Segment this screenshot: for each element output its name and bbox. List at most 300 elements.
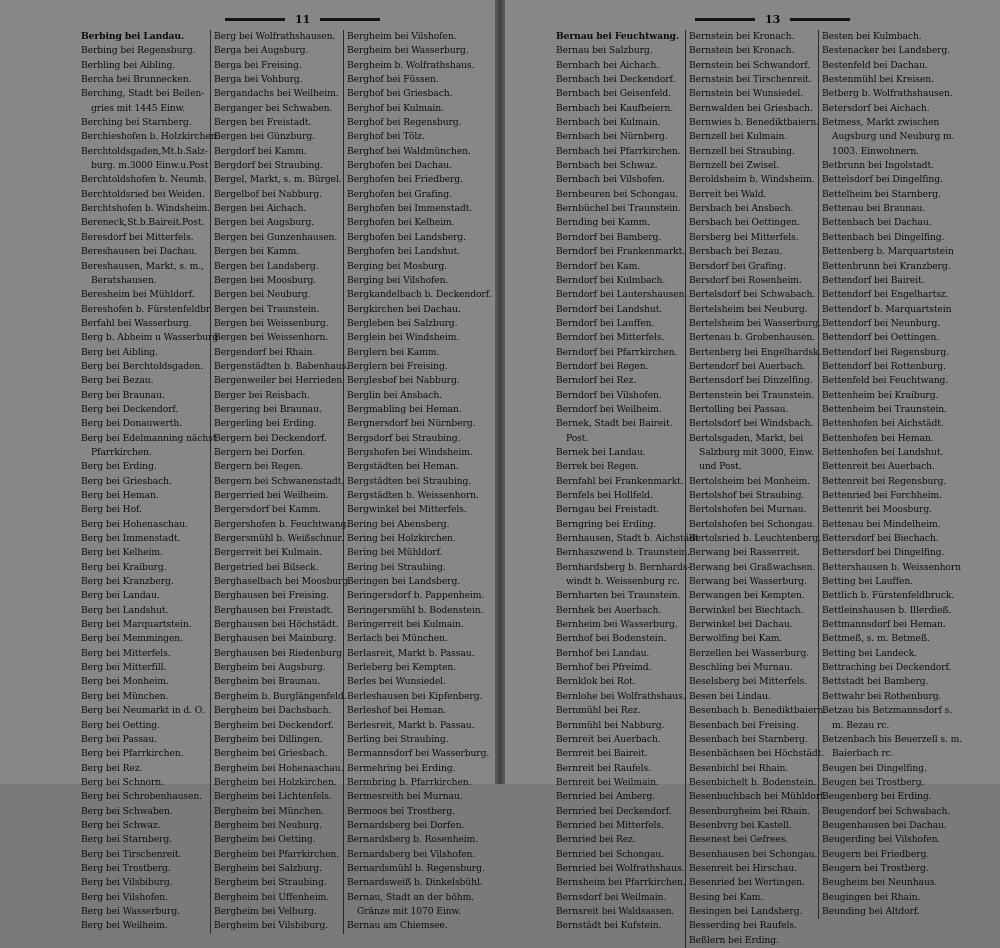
- gazetteer-entry: Besserding bei Raufels.: [689, 920, 797, 932]
- gazetteer-entry: Berleshausen bei Kipfenberg.: [347, 690, 483, 702]
- gazetteer-entry: Berbing bei Regensburg.: [81, 45, 196, 57]
- gazetteer-entry: Bercha bei Brunnecken.: [81, 74, 192, 86]
- gazetteer-entry: Berngring bei Erding.: [556, 518, 657, 530]
- gazetteer-entry: Bernhek bei Auerbach.: [556, 604, 662, 616]
- gazetteer-entry: Bertenau b. Grobenhausen.: [689, 332, 815, 344]
- gazetteer-entry: Bermesreith bei Murnau.: [347, 791, 463, 803]
- gazetteer-entry: und Post.: [699, 461, 742, 473]
- gazetteer-entry: Bernau bei Feuchtwang.: [556, 31, 679, 42]
- gazetteer-entry: Bergen bei Freistadt.: [214, 117, 312, 129]
- gazetteer-entry: Berwangen bei Kempten.: [689, 590, 805, 602]
- gazetteer-entry: Bernding bei Kamm.: [556, 217, 651, 229]
- gazetteer-entry: Berg bei Kranzberg.: [81, 576, 174, 588]
- gazetteer-entry: Berganger bei Schwaben.: [214, 102, 333, 114]
- gazetteer-entry: Berrek bei Regen.: [556, 461, 639, 473]
- gazetteer-entry: Besenreit bei Hirschau.: [689, 862, 797, 874]
- gazetteer-entry: Bergen bei Landsberg.: [214, 260, 319, 272]
- gazetteer-entry: Bernharten bei Traunstein.: [556, 590, 681, 602]
- gazetteer-entry: Besenburgheim bei Rhain.: [689, 805, 811, 817]
- gazetteer-entry: Berfahl bei Wasserburg.: [81, 317, 192, 329]
- gazetteer-entry: Bernreit bei Raufels.: [556, 762, 651, 774]
- gazetteer-entry: Bernsheim bei Pfarrkirchen.: [556, 877, 686, 889]
- gazetteer-entry: Bernardsberg bei Dorfen.: [347, 819, 465, 831]
- gazetteer-entry: Bettenhofen bei Landshut.: [822, 446, 944, 458]
- gazetteer-entry: Berg bei Schrobenhausen.: [81, 791, 202, 803]
- gazetteer-entry: Bergheim bei Pfarrkirchen.: [214, 848, 340, 860]
- gazetteer-entry: Betersdorf bei Aichach.: [822, 102, 930, 114]
- gazetteer-entry: Bergheim b. Burglängenfeld.: [214, 690, 347, 702]
- gazetteer-entry: Bernreit bei Baireit.: [556, 748, 648, 760]
- gazetteer-entry: Bereneck,St.b.Baireit.Post.: [81, 217, 205, 229]
- gazetteer-entry: Besenbach bei Freising.: [689, 719, 799, 731]
- gazetteer-entry: Beresdorf bei Mitterfels.: [81, 231, 194, 243]
- gazetteer-entry: Bergheim bei Hohenaschau.: [214, 762, 344, 774]
- gazetteer-entry: Bestenacker bei Landsberg.: [822, 45, 951, 57]
- gazetteer-entry: Berg bei Donauwerth.: [81, 418, 182, 430]
- gazetteer-entry: Post.: [566, 432, 589, 444]
- gazetteer-entry: Bersdorf bei Rosenheim.: [689, 274, 802, 286]
- gazetteer-entry: Bernwalden bei Griesbach.: [689, 102, 813, 114]
- gazetteer-entry: Berghof bei Regensburg.: [347, 117, 462, 129]
- gazetteer-entry: Bersbach bei Oettingen.: [689, 217, 800, 229]
- gazetteer-entry: Besenbach b. Benediktbaiern.: [689, 705, 827, 717]
- gazetteer-entry: Bersdorf bei Grafing.: [689, 260, 786, 272]
- gazetteer-entry: Bettendorf bei Rottenburg.: [822, 360, 946, 372]
- gazetteer-entry: Bernbach bei Geisenfeld.: [556, 88, 671, 100]
- gazetteer-entry: Bettendorf bei Neunburg.: [822, 317, 941, 329]
- gazetteer-entry: Betbrunn bei Ingolstadt.: [822, 160, 934, 172]
- gazetteer-entry: Bernbach bei Schwaz.: [556, 160, 658, 172]
- gazetteer-entry: Bereshofen b. Fürstenfeldbr.: [81, 303, 213, 315]
- gazetteer-entry: Bersbach bei Bezau.: [689, 246, 783, 258]
- gazetteer-entry: Bergern bei Schwanenstadt.: [214, 475, 345, 487]
- gazetteer-entry: Bernhausen, Stadt b. Aichstädt: [556, 533, 699, 545]
- gazetteer-entry: Bernstein bei Kronach.: [689, 45, 795, 57]
- gazetteer-entry: Berbling bei Aibling.: [81, 59, 176, 71]
- gazetteer-entry: Bernried bei Deckendorf.: [556, 805, 672, 817]
- gazetteer-entry: Beratshausen.: [91, 274, 157, 286]
- gazetteer-entry: Berg bei Pfarrkirchen.: [81, 748, 184, 760]
- gazetteer-entry: Bertolsgaden, Markt, bei: [689, 432, 804, 444]
- gazetteer-entry: Beresheim bei Mühldorf.: [81, 289, 195, 301]
- gazetteer-entry: Bernau am Chiemsee.: [347, 920, 448, 932]
- gazetteer-entry: Berg bei Hof.: [81, 504, 142, 516]
- gazetteer-entry: Berg bei Tirschenreit.: [81, 848, 182, 860]
- gazetteer-entry: Bettenhofen bei Aichstädt.: [822, 418, 944, 430]
- gazetteer-entry: Berging bei Mosburg.: [347, 260, 447, 272]
- gazetteer-entry: Bermbring b. Pfarrkirchen.: [347, 776, 472, 788]
- gazetteer-entry: Berndorf bei Kam.: [556, 260, 641, 272]
- gazetteer-entry: Augsburg und Neuburg m.: [832, 131, 955, 143]
- gazetteer-entry: Bertolshofen bei Murnau.: [689, 504, 807, 516]
- gazetteer-entry: Bering bei Straubing.: [347, 561, 446, 573]
- gazetteer-entry: Bettmeß, s. m. Betmeß.: [822, 633, 930, 645]
- gazetteer-entry: Bergheim bei Salzburg.: [214, 862, 322, 874]
- gazetteer-entry: Betmess, Markt zwischen: [822, 117, 940, 129]
- gazetteer-entry: Berg b. Abheim u Wasserburg: [81, 332, 219, 344]
- gazetteer-entry: Bergnersdorf bei Nürnberg.: [347, 418, 476, 430]
- gazetteer-entry: Bergen bei Gunzenhausen.: [214, 231, 338, 243]
- gazetteer-entry: Bestenmühl bei Kreisen.: [822, 74, 934, 86]
- gazetteer-entry: Beselsberg bei Mitterfels.: [689, 676, 808, 688]
- gazetteer-entry: Bettersdorf bei Dingelfing.: [822, 547, 945, 559]
- header-ornament: [225, 18, 285, 21]
- gazetteer-entry: Berg bei Passau.: [81, 733, 157, 745]
- gazetteer-entry: Berg bei Rez.: [81, 762, 143, 774]
- gazetteer-entry: Berching, Stadt bei Beilen-: [81, 88, 205, 100]
- gazetteer-entry: Bernried bei Wolfrathshaus.: [556, 862, 685, 874]
- gazetteer-entry: Bergleben bei Salzburg.: [347, 317, 458, 329]
- gazetteer-entry: Berghausen bei Mainburg.: [214, 633, 337, 645]
- gazetteer-entry: Bertensdorf bei Dinzelfing.: [689, 375, 813, 387]
- gazetteer-entry: Bergheim bei Deckendorf.: [214, 719, 334, 731]
- gazetteer-entry: Bettenbrunn bei Kranzberg.: [822, 260, 951, 272]
- gazetteer-entry: Bettenheim bei Kraiburg.: [822, 389, 939, 401]
- gazetteer-entry: Berger bei Reisbach.: [214, 389, 310, 401]
- gazetteer-entry: Bergheim bei Holzkirchen.: [214, 776, 337, 788]
- gazetteer-entry: Bernzell bei Straubing.: [689, 145, 795, 157]
- gazetteer-entry: Bermehring bei Erding.: [347, 762, 456, 774]
- gazetteer-entry: Bettenberg b. Marquartstein: [822, 246, 954, 258]
- gazetteer-entry: Bering bei Abensberg.: [347, 518, 450, 530]
- gazetteer-entry: Bergendorf bei Rhain.: [214, 346, 316, 358]
- gazetteer-entry: Bernhaszwend b. Traunstein.: [556, 547, 690, 559]
- gazetteer-entry: Berbing bei Landau.: [81, 31, 185, 42]
- gazetteer-entry: Bettenau bei Mindelheim.: [822, 518, 941, 530]
- gazetteer-entry: Besenbichelt b. Bodenstein.: [689, 776, 817, 788]
- gazetteer-entry: Bernheim bei Wasserburg.: [556, 619, 678, 631]
- gazetteer-entry: Beringersmühl b. Bodenstein.: [347, 604, 484, 616]
- gazetteer-entry: Betting bei Landeck.: [822, 647, 917, 659]
- gazetteer-entry: Betberg b. Wolfrathshausen.: [822, 88, 953, 100]
- gazetteer-entry: Berles bei Wunsiedel.: [347, 676, 446, 688]
- gazetteer-entry: Bergdorf bei Kamm.: [214, 145, 307, 157]
- gazetteer-entry: Bernau, Stadt an der böhm.: [347, 891, 474, 903]
- gazetteer-entry: Berghofen bei Dachau.: [347, 160, 452, 172]
- gazetteer-entry: Bergheim bei München.: [214, 805, 325, 817]
- gazetteer-entry: Bergwinkel bei Mitterfels.: [347, 504, 467, 516]
- gazetteer-entry: Berghofen bei Kelheim.: [347, 217, 455, 229]
- gazetteer-entry: Bettendorf bei Regensburg.: [822, 346, 949, 358]
- gazetteer-entry: Bernardsberg bei Vilshofen.: [347, 848, 476, 860]
- gazetteer-entry: Berg bei Mitterfill.: [81, 662, 167, 674]
- gazetteer-entry: Berndorf bei Kulmbach.: [556, 274, 666, 286]
- gazetteer-entry: Berchieshofen b. Holzkirchen.: [81, 131, 220, 143]
- gazetteer-entry: Berg bei Heman.: [81, 490, 159, 501]
- gazetteer-entry: Beugen bei Trostberg.: [822, 776, 925, 788]
- gazetteer-entry: Bergelbof bei Nabburg.: [214, 188, 322, 200]
- gazetteer-entry: Berg bei Deckendorf.: [81, 403, 179, 415]
- gazetteer-entry: Bergersdorf bei Kamm.: [214, 504, 321, 516]
- gazetteer-entry: Bettendorf bei Baireit.: [822, 274, 925, 286]
- gazetteer-entry: Berg bei Erding.: [81, 461, 157, 473]
- page-header: [695, 12, 850, 26]
- gazetteer-entry: 1003. Einwohnern.: [832, 145, 919, 157]
- gazetteer-entry: Berghof bei Kulmain.: [347, 102, 444, 114]
- gazetteer-entry: Bettenhofen bei Heman.: [822, 432, 934, 444]
- gazetteer-entry: Bergheim bei Wasserburg.: [347, 45, 469, 57]
- gazetteer-entry: Berghausen bei Freistadt.: [214, 604, 333, 616]
- column-3: [343, 30, 492, 934]
- gazetteer-entry: Berglern bei Kamm.: [347, 346, 440, 358]
- gazetteer-entry: Berndorf bei Weilheim.: [556, 403, 662, 415]
- gazetteer-entry: Bergen bei Moosburg.: [214, 274, 317, 286]
- gazetteer-entry: Bergheim bei Dachsbach.: [214, 705, 332, 717]
- gazetteer-entry: Bergel, Markt, s. m. Bürgel.: [214, 174, 342, 186]
- gazetteer-entry: Bettenheim bei Traunstein.: [822, 403, 947, 415]
- gazetteer-entry: Bergheim bei Straubing.: [214, 877, 327, 889]
- gazetteer-entry: Berg bei Landshut.: [81, 604, 169, 616]
- gazetteer-entry: Berwang bei Wasserburg.: [689, 576, 807, 588]
- gazetteer-entry: Baierbach rc.: [832, 748, 894, 760]
- gazetteer-entry: Bernek bei Landau.: [556, 446, 646, 458]
- gazetteer-entry: Bernfahl bei Frankenmarkt.: [556, 475, 684, 487]
- gazetteer-entry: Bering bei Holzkirchen.: [347, 533, 456, 545]
- gazetteer-entry: Beugenhausen bei Dachau.: [822, 819, 947, 831]
- column-1: [78, 30, 220, 934]
- gazetteer-entry: windt b. Weissenburg rc.: [566, 576, 680, 588]
- gazetteer-entry: Berching bei Starnberg.: [81, 117, 192, 129]
- gazetteer-entry: Bertelsheim bei Wasserburg.: [689, 317, 822, 329]
- gazetteer-entry: Berndorf bei Mitterfels.: [556, 332, 665, 344]
- gazetteer-entry: Bertenberg bei Engelhardsk.: [689, 346, 822, 358]
- gazetteer-entry: Berghofen bei Grafing.: [347, 188, 452, 200]
- gazetteer-entry: Bereshausen, Markt, s. m.,: [81, 260, 204, 272]
- gazetteer-entry: Bernbach bei Vilshofen.: [556, 174, 665, 186]
- gazetteer-entry: Berwang bei Graßwachsen.: [689, 561, 816, 573]
- gazetteer-entry: Berg bei Edelmanning nächst: [81, 432, 217, 444]
- gazetteer-entry: Berg bei Immenstadt.: [81, 533, 181, 545]
- gazetteer-entry: Berg bei Trostberg.: [81, 862, 171, 874]
- gazetteer-entry: Bettenfeld bei Feuchtwang.: [822, 375, 949, 387]
- gazetteer-entry: Berga bei Augsburg.: [214, 45, 309, 57]
- gazetteer-entry: Berchtoldsried bei Weiden.: [81, 188, 205, 200]
- page-number: 11: [295, 12, 311, 26]
- gazetteer-entry: Berndorf bei Pfarrkirchen.: [556, 346, 678, 358]
- gazetteer-entry: Berghofen bei Landshut.: [347, 246, 461, 258]
- gazetteer-entry: Bergdorf bei Straubing.: [214, 160, 323, 172]
- gazetteer-entry: Bernbach bei Kaufbeiern.: [556, 102, 674, 114]
- gazetteer-entry: Bergen bei Günzburg.: [214, 131, 315, 143]
- page-number: 13: [765, 12, 781, 26]
- gazetteer-entry: Berchtoldsgaden,Mt.b.Salz-: [81, 145, 208, 157]
- header-ornament: [320, 18, 380, 21]
- gazetteer-entry: Berg bei Vilshofen.: [81, 891, 168, 903]
- gazetteer-entry: Bernau bei Salzburg.: [556, 45, 653, 57]
- gazetteer-entry: Berghaselbach bei Moosburg.: [214, 576, 351, 588]
- gazetteer-entry: Bergsdorf bei Straubing.: [347, 432, 461, 444]
- gazetteer-entry: Berga bei Freising.: [214, 59, 302, 71]
- gazetteer-entry: Besenbichl bei Rhain.: [689, 762, 789, 774]
- gazetteer-entry: Bernhof bei Landau.: [556, 647, 650, 659]
- gazetteer-entry: Berg bei Oetting.: [81, 719, 160, 731]
- gazetteer-entry: Berndorf bei Regen.: [556, 360, 649, 372]
- gazetteer-entry: Pfarrkirchen.: [91, 446, 152, 458]
- gazetteer-entry: Berglein bei Windsheim.: [347, 332, 460, 344]
- gazetteer-entry: Bettendorf bei Oettingen.: [822, 332, 940, 344]
- gazetteer-entry: Berg bei Wolfrathshausen.: [214, 31, 336, 42]
- gazetteer-entry: Besten bei Kulmbach.: [822, 31, 922, 42]
- gazetteer-entry: Bergerling bei Erding.: [214, 418, 317, 430]
- gazetteer-entry: Bernzell bei Zwisel.: [689, 160, 779, 172]
- gazetteer-entry: Bergheim bei Oetting.: [214, 834, 316, 846]
- gazetteer-entry: Bereshausen bei Dachau.: [81, 246, 198, 258]
- gazetteer-entry: Bermannsdorf bei Wasserburg.: [347, 748, 490, 760]
- gazetteer-entry: Bergen bei Aichach.: [214, 203, 307, 215]
- gazetteer-entry: Beugen bei Dingelfing.: [822, 762, 927, 774]
- gazetteer-entry: Salzburg mit 3000, Einw.: [699, 446, 814, 458]
- gazetteer-entry: Beugern bei Trostberg.: [822, 862, 929, 874]
- gazetteer-entry: Bettenreit bei Regensburg.: [822, 475, 947, 487]
- gazetteer-entry: Bergheim bei Lichtenfels.: [214, 791, 332, 803]
- gazetteer-entry: Berg bei Schwaben.: [81, 805, 173, 817]
- gazetteer-entry: Bergshofen bei Windsheim.: [347, 446, 473, 458]
- gazetteer-entry: Bergkandelbach b. Deckendorf.: [347, 289, 492, 301]
- gazetteer-entry: Betzau bis Betzmannsdorf s.: [822, 705, 953, 717]
- gazetteer-entry: Berg bei Vilsbiburg.: [81, 877, 173, 889]
- gazetteer-entry: Bertolling bei Passau.: [689, 403, 789, 415]
- gazetteer-entry: Berndorf bei Frankenmarkt.: [556, 246, 686, 258]
- gazetteer-entry: Berndorf bei Vilshofen.: [556, 389, 662, 401]
- gazetteer-entry: Beringen bei Landsberg.: [347, 576, 461, 588]
- gazetteer-entry: Besenbächsen bei Höchstädt.: [689, 748, 825, 760]
- gazetteer-entry: Bertolshof bei Straubing.: [689, 490, 805, 501]
- gazetteer-entry: Besing bei Kam.: [689, 891, 764, 903]
- gazetteer-entry: Bergerreit bei Kulmain.: [214, 547, 323, 559]
- gazetteer-entry: Beringerreit bei Kulmain.: [347, 619, 464, 631]
- gazetteer-entry: Beugenberg bei Erding.: [822, 791, 932, 803]
- gazetteer-entry: Bernmühl bei Rez.: [556, 705, 641, 717]
- right-page: [505, 0, 1000, 946]
- gazetteer-entry: m. Bezau rc.: [832, 719, 890, 731]
- gazetteer-entry: Bergheim bei Vilshofen.: [347, 31, 457, 42]
- gazetteer-entry: Berchtshofen b. Windsheim.: [81, 203, 210, 215]
- gazetteer-entry: Berndorf bei Lauffen.: [556, 317, 655, 329]
- gazetteer-entry: Berling bei Straubing.: [347, 733, 449, 745]
- gazetteer-entry: Berglern bei Freising.: [347, 360, 448, 372]
- gazetteer-entry: Bettenreit bei Auerbach.: [822, 461, 935, 473]
- gazetteer-entry: Bertolshofen bei Schongau.: [689, 518, 816, 530]
- gazetteer-entry: Bergen bei Kamm.: [214, 246, 299, 258]
- gazetteer-entry: Bettmannsdorf bei Heman.: [822, 619, 946, 631]
- gazetteer-entry: Berlasreit, Markt b. Passau.: [347, 647, 475, 659]
- gazetteer-entry: Bernardsweiß b. Dinkelsbühl.: [347, 877, 483, 889]
- gazetteer-entry: Bertendorf bei Auerbach.: [689, 360, 806, 372]
- gazetteer-entry: Bergern bei Regen.: [214, 461, 304, 473]
- gazetteer-entry: Besenried bei Wertingen.: [689, 877, 805, 889]
- gazetteer-entry: Bergering bei Braunau.: [214, 403, 322, 415]
- gazetteer-entry: Betzenbach bis Beuerzell s. m.: [822, 733, 963, 745]
- gazetteer-entry: Berg bei Starnberg.: [81, 834, 172, 846]
- gazetteer-entry: Bergersmühl b. Weißschnur.: [214, 533, 344, 545]
- gazetteer-entry: Berwinkel bei Biechtach.: [689, 604, 804, 616]
- gazetteer-entry: Berg bei Kraiburg.: [81, 561, 167, 573]
- gazetteer-entry: Bersberg bei Mitterfels.: [689, 231, 799, 243]
- gazetteer-entry: Beßlern bei Erding.: [689, 934, 779, 946]
- gazetteer-entry: Berleberg bei Kempten.: [347, 662, 457, 674]
- gazetteer-entry: Berg bei Bezau.: [81, 375, 154, 387]
- gazetteer-entry: Bernbüchel bei Traunstein.: [556, 203, 681, 215]
- gazetteer-entry: Bergstädten b. Weissenhorn.: [347, 490, 479, 501]
- gazetteer-entry: Bettersdorf bei Biechach.: [822, 533, 939, 545]
- header-ornament: [790, 18, 850, 21]
- gazetteer-entry: Bettelheim bei Starnberg.: [822, 188, 941, 200]
- gazetteer-entry: Berg bei Monheim.: [81, 676, 169, 688]
- gazetteer-entry: Bernsdorf bei Weilmain.: [556, 891, 667, 903]
- gazetteer-entry: Berreit bei Wald.: [689, 188, 767, 200]
- gazetteer-entry: Berghofen bei Immenstadt.: [347, 203, 473, 215]
- gazetteer-entry: Bernstädt bei Kufstein.: [556, 920, 662, 932]
- gazetteer-entry: Bergenstädten b. Babenhaus.: [214, 360, 349, 372]
- gazetteer-entry: Bernbach bei Deckendorf.: [556, 74, 676, 86]
- gazetteer-entry: Berg bei Marquartstein.: [81, 619, 192, 631]
- gazetteer-entry: Berchtoldshofen b. Neumb.: [81, 174, 207, 186]
- gazetteer-entry: Besingen bei Landsberg.: [689, 905, 803, 917]
- gazetteer-entry: Bettendorf bei Engelhartsz.: [822, 289, 949, 301]
- gazetteer-entry: Berg bei Kelheim.: [81, 547, 163, 559]
- gazetteer-entry: Berg bei Neumarkt in d. O.: [81, 705, 205, 717]
- gazetteer-entry: Berg bei Memmingen.: [81, 633, 183, 645]
- gazetteer-entry: Bestenfeld bei Dachau.: [822, 59, 928, 71]
- gazetteer-entry: Beugendorf bei Schwabach.: [822, 805, 951, 817]
- gazetteer-entry: Bettraching bei Deckendorf.: [822, 662, 952, 674]
- gazetteer-entry: Bering bei Mühldorf.: [347, 547, 443, 559]
- gazetteer-entry: Berghof bei Füssen.: [347, 74, 439, 86]
- gazetteer-entry: Bernried bei Rez.: [556, 834, 636, 846]
- gazetteer-entry: Berghausen bei Höchstädt.: [214, 619, 339, 631]
- column-1: [553, 30, 699, 934]
- gazetteer-entry: Beroldsheim b. Windsheim.: [689, 174, 815, 186]
- gazetteer-entry: Berwinkel bei Dachau.: [689, 619, 793, 631]
- gazetteer-entry: Bettleinshausen b. Illerdieß.: [822, 604, 952, 616]
- gazetteer-entry: Berg bei Schwaz.: [81, 819, 161, 831]
- gazetteer-entry: Bernsreit bei Waldsassen.: [556, 905, 675, 917]
- gazetteer-entry: Bergen bei Weissenhorn.: [214, 332, 329, 344]
- gazetteer-entry: Berghausen bei Riedenburg.: [214, 647, 345, 659]
- gazetteer-entry: Bergenweiler bei Herrieden.: [214, 375, 345, 387]
- gazetteer-entry: Bernstein bei Schwandorf.: [689, 59, 811, 71]
- gazetteer-entry: Bettstadt bei Bamberg.: [822, 676, 929, 688]
- gazetteer-entry: Berg bei Berchtoldsgaden.: [81, 360, 203, 372]
- gazetteer-entry: Bettenbach bei Dachau.: [822, 217, 932, 229]
- gazetteer-entry: Bettwahr bei Rothenburg.: [822, 690, 942, 702]
- gazetteer-entry: Berndorf bei Lautershausen.: [556, 289, 688, 301]
- gazetteer-entry: Bergheim bei Neuburg.: [214, 819, 322, 831]
- gazetteer-entry: Bergershofen b. Feuchtwang.: [214, 518, 350, 530]
- gazetteer-entry: Bergheim b. Wolfrathshaus.: [347, 59, 475, 71]
- gazetteer-entry: Berndorf bei Landshut.: [556, 303, 663, 315]
- gazetteer-entry: Bettenried bei Forchheim.: [822, 490, 942, 501]
- gazetteer-entry: Berndorf bei Rez.: [556, 375, 637, 387]
- gazetteer-entry: Besenbvrg bei Kastell.: [689, 819, 792, 831]
- gazetteer-entry: Bernfels bei Hollfeld.: [556, 490, 653, 501]
- gazetteer-entry: Bernzell bei Kulmain.: [689, 131, 788, 143]
- gazetteer-entry: Bertelsdorf bei Schwabach.: [689, 289, 816, 301]
- gazetteer-entry: Bergen bei Weissenburg.: [214, 317, 329, 329]
- gazetteer-entry: Bergetried bei Bilseck.: [214, 561, 319, 573]
- gazetteer-entry: Bernbach bei Pfarrkirchen.: [556, 145, 681, 157]
- gazetteer-entry: Bernhof bei Bodenstein.: [556, 633, 667, 645]
- gazetteer-entry: Berg bei München.: [81, 690, 169, 702]
- gazetteer-entry: Berlesreit, Markt b. Passau.: [347, 719, 475, 731]
- gazetteer-entry: Bernlohe bei Wolfrathshaus.: [556, 690, 686, 702]
- gazetteer-entry: Bettenrit bei Moosburg.: [822, 504, 932, 516]
- gazetteer-entry: Bergheim bei Griesbach.: [214, 748, 328, 760]
- gazetteer-entry: Berghausen bei Freising.: [214, 590, 330, 602]
- gazetteer-entry: Berngau bei Freistadt.: [556, 504, 660, 516]
- column-2: [210, 30, 351, 934]
- gazetteer-entry: Bettendorf b. Marquartstein: [822, 303, 952, 315]
